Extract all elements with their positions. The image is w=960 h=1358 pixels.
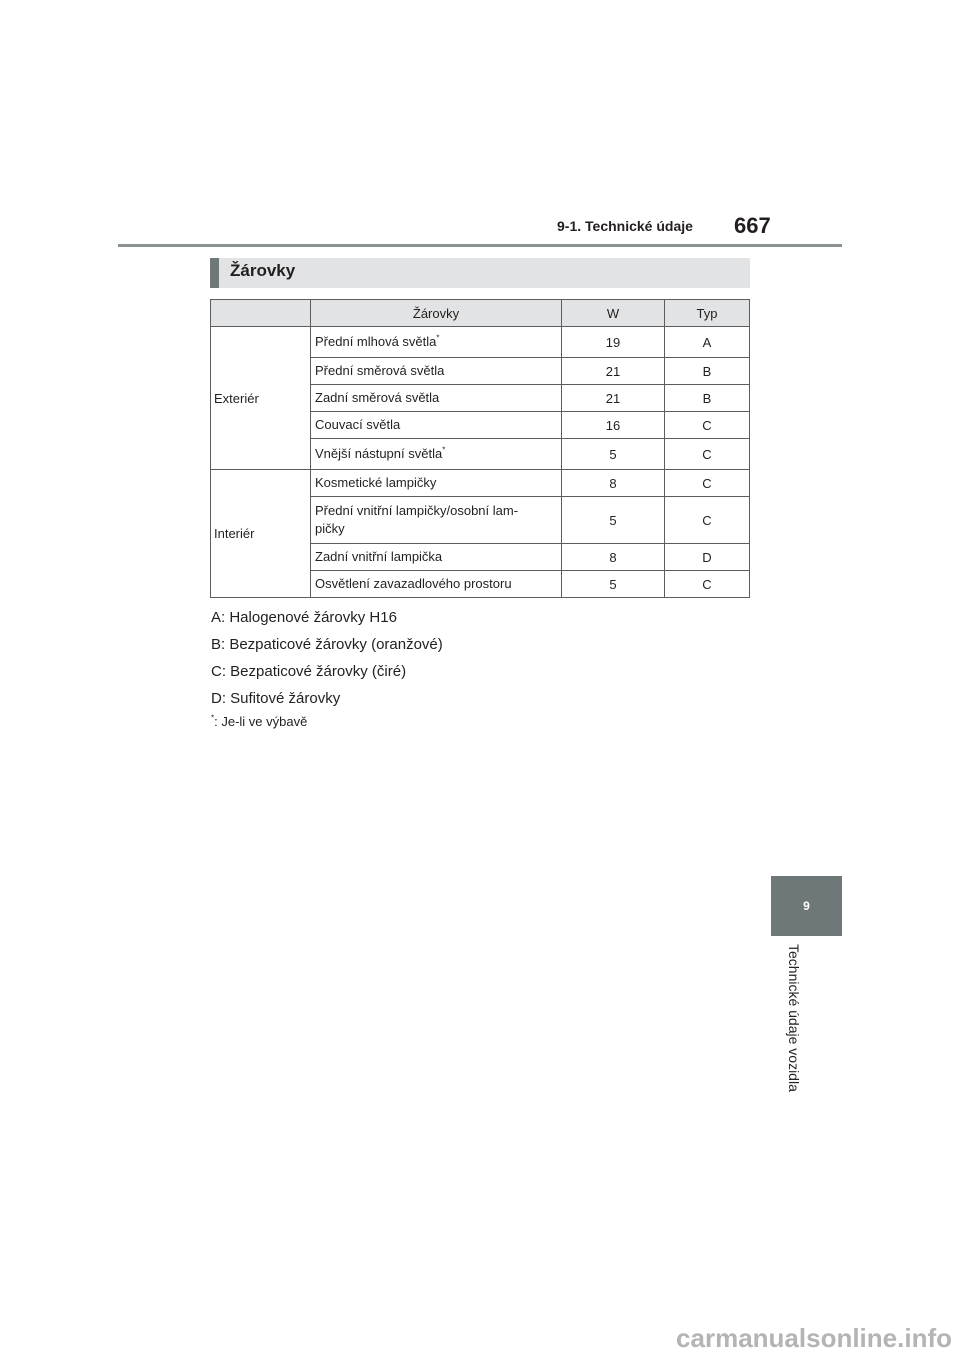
page-number: 667 xyxy=(734,213,771,238)
footnote-text: : Je-li ve výbavě xyxy=(214,714,308,729)
bulb-name-line-1: Přední vnitřní lampičky/osobní lam- xyxy=(315,503,519,518)
legend-item: D: Sufitové žárovky xyxy=(211,690,341,707)
bulb-type: D xyxy=(665,544,750,571)
bulb-type: A xyxy=(665,327,750,358)
legend-item: A: Halogenové žárovky H16 xyxy=(211,609,397,626)
bulb-watts: 8 xyxy=(562,544,665,571)
footnote-mark: * xyxy=(442,445,446,455)
bulb-name: Přední směrová světla xyxy=(311,358,562,385)
bulb-name xyxy=(311,497,562,544)
bulb-type: C xyxy=(665,439,750,470)
running-header-section: 9-1. Technické údaje xyxy=(557,218,693,234)
group-label-interior: Interiér xyxy=(211,470,311,598)
bulb-name: Zadní vnitřní lampička xyxy=(311,544,562,571)
bulb-type: B xyxy=(665,358,750,385)
bulb-type: B xyxy=(665,385,750,412)
chapter-title-vertical: Technické údaje vozidla xyxy=(786,944,802,1092)
section-heading-bar xyxy=(210,258,750,288)
bulb-watts: 5 xyxy=(562,439,665,470)
bulb-watts: 21 xyxy=(562,385,665,412)
bulb-watts: 21 xyxy=(562,358,665,385)
bulb-watts: 19 xyxy=(562,327,665,358)
header-divider xyxy=(118,244,842,247)
bulb-type: C xyxy=(665,470,750,497)
bulb-name-line-2: pičky xyxy=(315,521,345,536)
bulb-type: C xyxy=(665,497,750,544)
bulb-name: Kosmetické lampičky xyxy=(311,470,562,497)
bulb-name: Couvací světla xyxy=(311,412,562,439)
column-header-watts: W xyxy=(562,300,665,327)
bulb-type: C xyxy=(665,571,750,598)
bulb-name-text: Přední mlhová světla xyxy=(315,334,437,349)
bulb-type: C xyxy=(665,412,750,439)
column-header-bulbs: Žárovky xyxy=(311,300,562,327)
table-header-row xyxy=(211,300,750,327)
bulb-table xyxy=(210,299,750,598)
column-header-type: Typ xyxy=(665,300,750,327)
bulb-name xyxy=(311,327,562,358)
bulb-type-legend xyxy=(211,607,443,715)
column-header-group xyxy=(211,300,311,327)
group-label-exterior: Exteriér xyxy=(211,327,311,470)
footnote-mark: * xyxy=(211,713,215,723)
legend-item: B: Bezpaticové žárovky (oranžové) xyxy=(211,636,443,653)
legend-item: C: Bezpaticové žárovky (čiré) xyxy=(211,663,407,680)
bulb-watts: 8 xyxy=(562,470,665,497)
chapter-tab xyxy=(771,876,842,936)
bulb-name: Zadní směrová světla xyxy=(311,385,562,412)
bulb-watts: 5 xyxy=(562,497,665,544)
section-heading: Žárovky xyxy=(230,261,296,280)
table-row xyxy=(211,327,750,358)
chapter-number: 9 xyxy=(803,899,810,913)
watermark: carmanualsonline.info xyxy=(676,1323,952,1353)
bulb-watts: 5 xyxy=(562,571,665,598)
bulb-name xyxy=(311,439,562,470)
bulb-name-text: Vnější nástupní světla xyxy=(315,446,443,461)
footnote-mark: * xyxy=(436,333,440,343)
bulb-watts: 16 xyxy=(562,412,665,439)
bulb-name: Osvětlení zavazadlového prostoru xyxy=(311,571,562,598)
footnote xyxy=(211,714,307,729)
table-row xyxy=(211,470,750,497)
